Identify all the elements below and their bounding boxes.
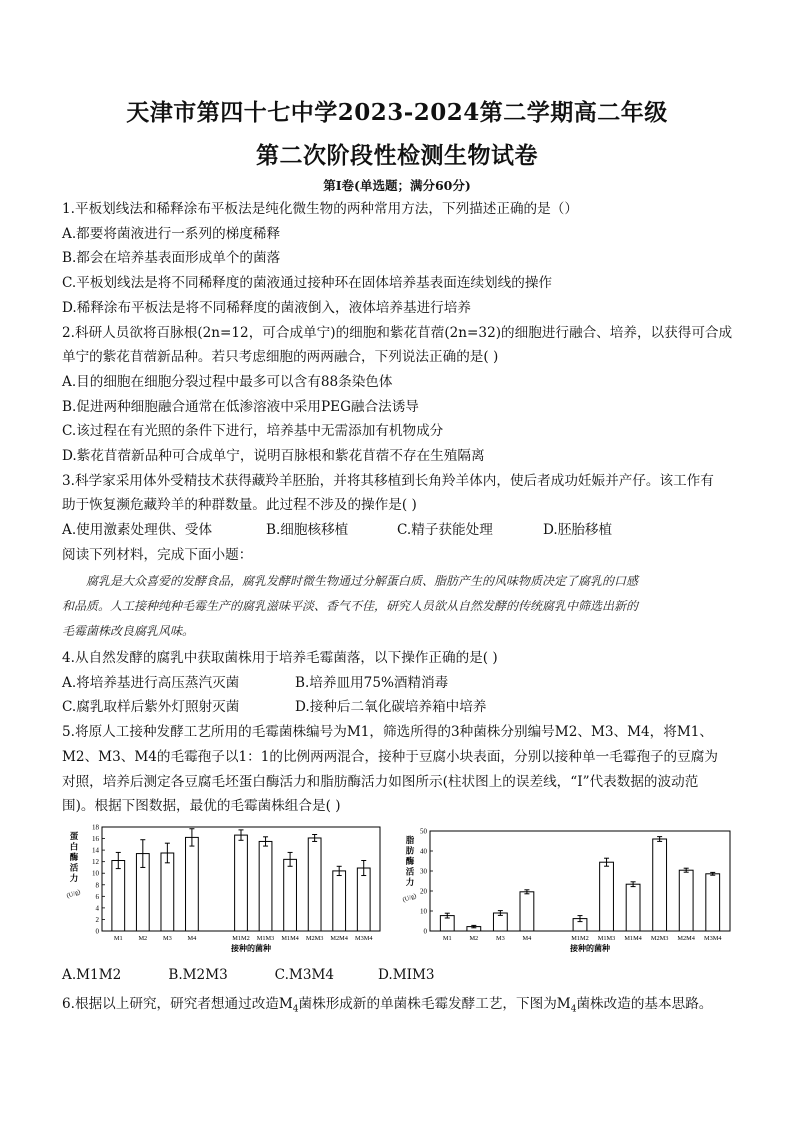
reading-intro: 阅读下列材料，完成下面小题： xyxy=(62,546,253,563)
x-tick-label-M1M4: M1M4 xyxy=(624,935,642,942)
q2-option-d: D.紫花苜蓿新品种可合成单宁，说明百脉根和紫花苜蓿不存在生殖隔离 xyxy=(62,448,485,465)
bar-M1M3 xyxy=(600,862,614,931)
x-tick-label-M1M2: M1M2 xyxy=(232,935,250,942)
y-tick-label: 10 xyxy=(92,869,99,878)
q5-option-d: D.MIM3 xyxy=(377,967,435,983)
x-tick-label-M3: M3 xyxy=(162,935,172,942)
x-tick-label-M1M3: M1M3 xyxy=(256,935,275,942)
bar-M4 xyxy=(186,837,199,931)
q2-option-b: B.促进两种细胞融合通常在低渗溶液中采用PEG融合法诱导 xyxy=(62,398,419,415)
q5-stem-line2: M2、M3、M4的毛霉孢子以1：1的比例两两混合，接种于豆腐小块表面，分别以接种单一毛霉孢子的豆腐为 xyxy=(62,748,718,765)
passage-line3: 毛霉菌株改良腐乳风味。 xyxy=(62,624,195,638)
y-tick-label: 10 xyxy=(420,907,427,916)
q2-option-a: A.目的细胞在细胞分裂过程中最多可以含有88条染色体 xyxy=(62,373,393,390)
q5-option-b: B.M2M3 xyxy=(168,967,228,983)
bar-M2M3 xyxy=(308,838,321,931)
y-axis-unit: (U/g) xyxy=(401,892,418,904)
q2-stem-line1: 2.科研人员欲将百脉根(2n=12，可合成单宁)的细胞和紫花苜蓿(2n=32)的细胞进行融合、培养，以获得可合成 xyxy=(62,324,733,341)
y-tick-label: 14 xyxy=(92,846,99,855)
bar-M2M4 xyxy=(679,870,693,931)
x-tick-label-M3M4: M3M4 xyxy=(703,935,722,942)
q4-option-c: C.腐乳取样后紫外灯照射灭菌 xyxy=(62,699,240,716)
y-tick-label: 40 xyxy=(420,847,427,856)
bar-M2M3 xyxy=(653,839,667,931)
q1-option-a: A.都要将菌液进行一系列的梯度稀释 xyxy=(62,225,281,242)
bar-M2M4 xyxy=(333,871,346,931)
y-axis-label-char: 白 xyxy=(69,842,79,853)
q3-option-a: A.使用激素处理供、受体 xyxy=(62,522,213,539)
x-axis-label: 接种的菌种 xyxy=(231,944,271,953)
q1-stem: 1.平板划线法和稀释涂布平板法是纯化微生物的两种常用方法，下列描述正确的是（） xyxy=(62,201,578,217)
x-tick-label-M2M4: M2M4 xyxy=(330,935,348,942)
q2-option-c: C.该过程在有光照的条件下进行，培养基中无需添加有机物成分 xyxy=(62,423,444,440)
y-axis-label-char: 脂 xyxy=(405,836,415,846)
q6-stem-part-c: 菌株改造的基本思路。 xyxy=(576,996,713,1012)
bar-M1M3 xyxy=(259,841,272,931)
x-tick-label-M4: M4 xyxy=(187,935,197,942)
y-axis-label-char: 酶 xyxy=(69,853,79,863)
q3-option-d: D.胚胎移植 xyxy=(543,522,613,539)
q3-options xyxy=(62,518,738,543)
x-axis-label: 接种的菌种 xyxy=(570,944,610,953)
x-tick-label-M1M4: M1M4 xyxy=(281,935,299,942)
q1-option-c: C.平板划线法是将不同稀释度的菌液通过接种环在固体培养基表面连续划线的操作 xyxy=(62,275,553,292)
y-axis-label xyxy=(402,835,418,904)
section-heading: 第Ⅰ卷(单选题；满分60分) xyxy=(323,178,471,193)
exam-title-line1: 天津市第四十七中学2023-2024第二学期高二年级 xyxy=(126,99,668,126)
bar-M3 xyxy=(161,853,174,931)
questions-4-5 xyxy=(62,646,738,819)
x-tick-label-M4: M4 xyxy=(522,935,532,942)
q4-options-row2 xyxy=(62,695,738,720)
x-tick-label-M3: M3 xyxy=(495,935,505,942)
lipase-activity-chart xyxy=(401,823,734,957)
y-tick-label: 50 xyxy=(420,827,427,836)
protease-activity-chart xyxy=(62,823,384,957)
bar-M1 xyxy=(112,861,125,931)
q6-stem xyxy=(62,992,712,1015)
y-axis-unit: (U/g) xyxy=(65,888,82,900)
bar-M3M4 xyxy=(706,874,720,931)
q5-stem-line1: 5.将原人工接种发酵工艺所用的毛霉菌株编号为M1，筛选所得的3种菌株分别编号M2、M3、M4，将M1、 xyxy=(62,724,714,741)
y-tick-label: 6 xyxy=(95,892,99,901)
y-tick-label: 16 xyxy=(92,835,99,844)
x-tick-label-M1M3: M1M3 xyxy=(597,935,616,942)
q5-options xyxy=(62,967,435,983)
x-tick-label-M2M4: M2M4 xyxy=(677,935,695,942)
q5-option-c: C.M3M4 xyxy=(274,967,335,983)
reading-passage xyxy=(62,569,738,644)
q4-options-row1 xyxy=(62,671,738,696)
x-tick-label-M2M3: M2M3 xyxy=(650,935,669,942)
x-tick-label-M2: M2 xyxy=(469,935,479,942)
q4-stem: 4.从自然发酵的腐乳中获取菌株用于培养毛霉菌落，以下操作正确的是( ) xyxy=(62,650,498,666)
x-tick-label-M1: M1 xyxy=(113,935,123,942)
y-axis-label-char: 力 xyxy=(405,878,415,888)
y-tick-label: 0 xyxy=(423,927,427,936)
bar-M1M2 xyxy=(235,835,248,931)
y-axis-label-char: 活 xyxy=(69,863,79,874)
y-axis-label-char: 力 xyxy=(69,874,79,884)
bar-M1M4 xyxy=(284,859,297,931)
q3-option-b: B.细胞核移植 xyxy=(266,522,349,539)
exam-title-line2: 第二次阶段性检测生物试卷 xyxy=(256,142,538,169)
y-tick-label: 0 xyxy=(95,927,99,936)
x-tick-label-M2: M2 xyxy=(138,935,148,942)
q5-stem-line4: 围)。根据下图数据，最优的毛霉菌株组合是( ) xyxy=(62,798,341,815)
y-tick-label: 2 xyxy=(95,915,99,924)
y-axis-label-char: 酶 xyxy=(405,857,415,867)
y-tick-label: 18 xyxy=(92,823,99,832)
q6-stem-part-b: 菌株形成新的单菌株毛霉发酵工艺，下图为M xyxy=(298,996,571,1012)
q4-option-a: A.将培养基进行高压蒸汽灭菌 xyxy=(62,674,240,691)
y-axis-label-char: 活 xyxy=(405,867,415,878)
q6-sub-a: 4 xyxy=(292,1004,299,1015)
y-tick-label: 12 xyxy=(92,858,99,867)
passage-line1: 腐乳是大众喜爱的发酵食品，腐乳发酵时微生物通过分解蛋白质、脂肪产生的风味物质决定了腐乳的口感 xyxy=(86,574,639,588)
q3-stem-line1: 3.科学家采用体外受精技术获得藏羚羊胚胎，并将其移植到长角羚羊体内，使后者成功妊娠并产仔。该工作有 xyxy=(62,472,714,489)
x-tick-label-M1M2: M1M2 xyxy=(571,935,589,942)
y-tick-label: 20 xyxy=(420,887,427,896)
protease-chart-svg xyxy=(62,823,384,957)
y-axis-label-char: 蛋 xyxy=(69,832,79,842)
q3-option-c: C.精子获能处理 xyxy=(397,522,493,539)
q1-option-b: B.都会在培养基表面形成单个的菌落 xyxy=(62,250,281,267)
x-tick-label-M2M3: M2M3 xyxy=(305,935,324,942)
q4-option-b: B.培养皿用75%酒精消毒 xyxy=(295,674,449,691)
q4-option-d: D.接种后二氧化碳培养箱中培养 xyxy=(295,699,487,716)
q5-stem-line3: 对照，培养后测定各豆腐毛坯蛋白酶活力和脂肪酶活力如图所示(柱状图上的误差线，“I”代表数据的波动范 xyxy=(62,773,699,790)
q5-option-a: A.M1M2 xyxy=(62,967,122,983)
q6-sub-b: 4 xyxy=(570,1004,577,1015)
y-tick-label: 30 xyxy=(420,867,427,876)
q2-stem-line2: 单宁的紫花苜蓿新品种。若只考虑细胞的两两融合，下列说法正确的是( ) xyxy=(62,349,499,366)
x-tick-label-M1: M1 xyxy=(442,935,452,942)
bar-M3M4 xyxy=(357,868,370,931)
bar-M1M4 xyxy=(626,884,640,931)
y-axis-label xyxy=(66,831,82,900)
y-tick-label: 4 xyxy=(95,904,99,913)
bar-M4 xyxy=(520,892,534,931)
passage-line2: 和品质。人工接种纯种毛霉生产的腐乳滋味平淡、香气不佳，研究人员欲从自然发酵的传统腐乳中筛选出新的 xyxy=(62,599,639,613)
q3-stem-line2: 助于恢复濒危藏羚羊的种群数量。此过程不涉及的操作是( ) xyxy=(62,497,417,514)
questions-1-3 xyxy=(62,197,738,568)
x-tick-label-M3M4: M3M4 xyxy=(354,935,373,942)
q1-option-d: D.稀释涂布平板法是将不同稀释度的菌液倒入，液体培养基进行培养 xyxy=(62,299,471,316)
y-tick-label: 8 xyxy=(95,881,99,890)
q6-stem-part-a: 6.根据以上研究，研究者想通过改造M xyxy=(62,996,293,1012)
lipase-chart-svg xyxy=(401,823,734,957)
y-axis-label-char: 肪 xyxy=(405,846,415,857)
